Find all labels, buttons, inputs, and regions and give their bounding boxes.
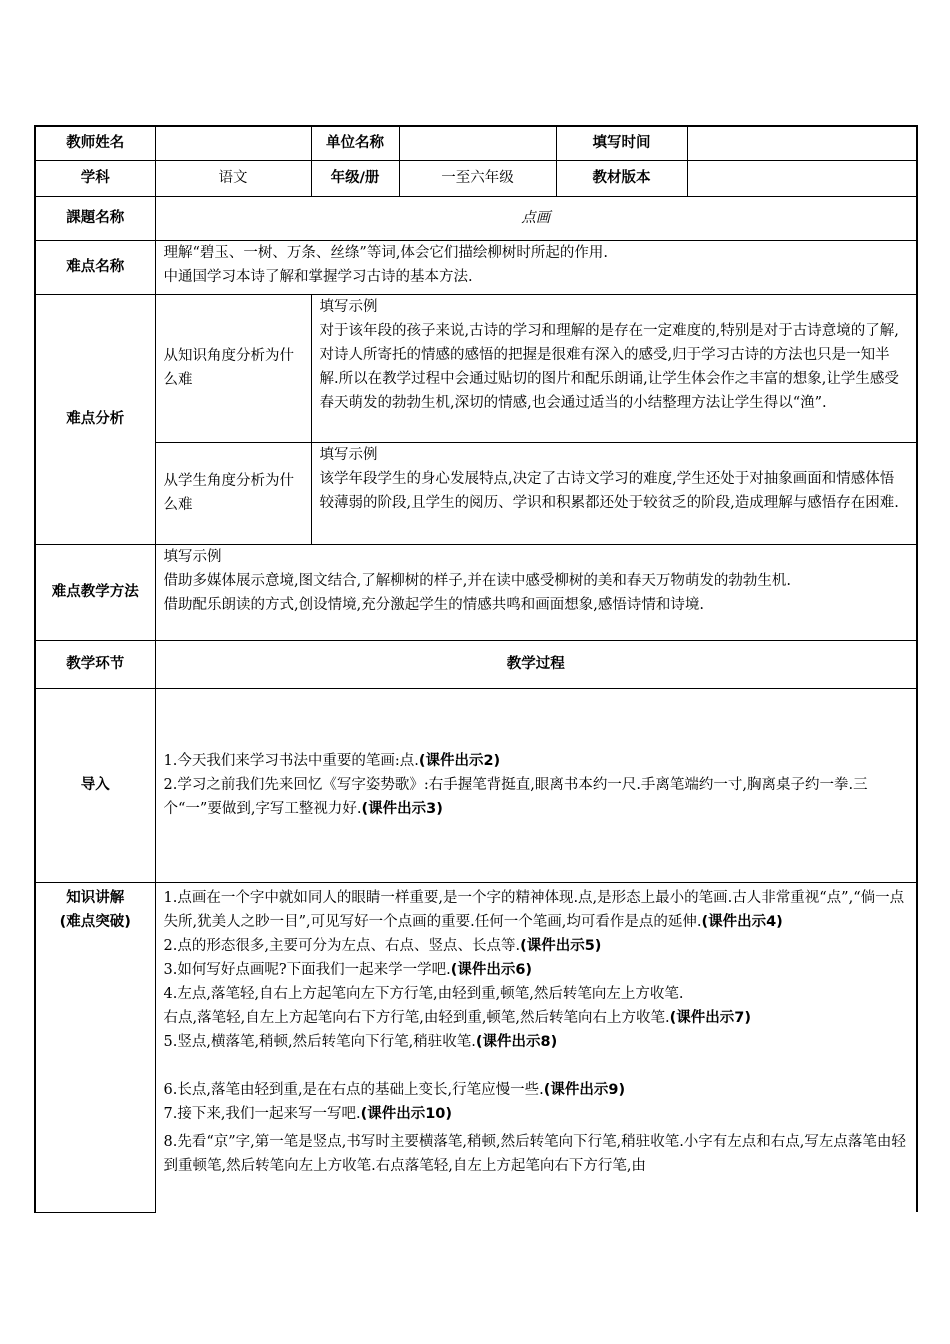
process-header-row xyxy=(35,640,917,688)
knowledge-item: 6.长点,落笔由轻到重,是在右点的基础上变长,行笔应慢一些.(课件出示9) xyxy=(163,1081,626,1098)
knowledge-row xyxy=(35,882,917,1212)
header-row-2 xyxy=(35,160,917,196)
intro-item: 2.学习之前我们先来回忆《写字姿势歌》:右手握笔背挺直,眼离书本约一尺.手离笔端约一寸,胸离桌子约一拳.三个“一”要做到,字写工整视力好.(课件出示3) xyxy=(163,777,868,817)
method-content xyxy=(155,544,917,640)
stage-header: 教学环节 xyxy=(35,640,155,688)
sample-caption: 填写示例 xyxy=(319,298,378,315)
difficulty-analysis-label: 难点分析 xyxy=(35,294,155,544)
knowledge-angle-text: 对于该年段的孩子来说,古诗的学习和理解的是存在一定难度的,特别是对于古诗意境的了解,对诗人所寄托的情感的感悟的把握是很难有深入的感受,归于学习古诗的方法也只是一知半解.所以在教学过程中会通过贴切的图片和配乐朗诵,让学生体会作之丰富的想象,让学生感受春天萌发的勃勃生机,深切的情感,也会通过适当的小结整理方法让学生得以“渔”. xyxy=(319,322,899,411)
blank-line xyxy=(164,1054,909,1078)
knowledge-content xyxy=(155,882,917,1212)
difficulty-name-row xyxy=(35,240,917,294)
knowledge-label xyxy=(35,882,155,1212)
method-line: 借助多媒体展示意境,图文结合,了解柳树的样子,并在读中感受柳树的美和春天万物萌发的勃勃生机. xyxy=(163,572,791,589)
knowledge-label-line1: 知识讲解 xyxy=(66,889,125,906)
knowledge-item: 2.点的形态很多,主要可分为左点、右点、竖点、长点等.(课件出示5) xyxy=(163,937,602,954)
analysis-student-row xyxy=(35,442,917,544)
textbook-value xyxy=(687,160,917,196)
knowledge-angle-label: 从知识角度分析为什么难 xyxy=(155,294,311,442)
difficulty-name-content xyxy=(155,240,917,294)
knowledge-item: 8.先看“京”字,第一笔是竖点,书写时主要横落笔,稍顿,然后转笔向下行笔,稍驻收笔.小字有左点和右点,写左点落笔由轻到重顿笔,然后转笔向左上方收笔.右点落笔轻,自左上方起笔向右下方行笔,由 xyxy=(163,1133,906,1174)
topic-row xyxy=(35,196,917,240)
student-angle-text: 该学年段学生的身心发展特点,决定了古诗文学习的难度,学生还处于对抽象画面和情感体悟较薄弱的阶段,且学生的阅历、学识和积累都还处于较贫乏的阶段,造成理解与感悟存在困难. xyxy=(319,470,899,511)
knowledge-item: 1.点画在一个字中就如同人的眼睛一样重要,是一个字的精神体现.点,是形态上最小的笔画.古人非常重视“点”,“倘一点失所,犹美人之眇一目”,可见写好一个点画的重要.任何一个笔画,均可看作是点的延伸.(课件出示4) xyxy=(163,889,905,930)
teacher-name-value xyxy=(155,126,311,160)
subject-value: 语文 xyxy=(155,160,311,196)
intro-row xyxy=(35,688,917,882)
lesson-plan-table xyxy=(34,125,918,1213)
method-label: 难点教学方法 xyxy=(35,544,155,640)
difficulty-name-line: 中通国学习本诗了解和掌握学习古诗的基本方法. xyxy=(163,268,473,285)
method-line: 借助配乐朗读的方式,创设情境,充分激起学生的情感共鸣和画面想象,感悟诗情和诗境. xyxy=(163,596,704,613)
textbook-label: 教材版本 xyxy=(556,160,687,196)
topic-label: 課題名称 xyxy=(35,196,155,240)
student-angle-content xyxy=(311,442,917,544)
sample-caption: 填写示例 xyxy=(163,548,222,565)
grade-label: 年级/册 xyxy=(311,160,399,196)
teacher-name-label: 教师姓名 xyxy=(35,126,155,160)
difficulty-name-label: 难点名称 xyxy=(35,240,155,294)
subject-label: 学科 xyxy=(35,160,155,196)
topic-value: 点画 xyxy=(155,196,917,240)
knowledge-angle-content xyxy=(311,294,917,442)
intro-item: 1.今天我们来学习书法中重要的笔画:点.(课件出示2) xyxy=(163,753,501,769)
knowledge-item: 7.接下来,我们一起来写一写吧.(课件出示10) xyxy=(163,1105,452,1122)
fill-time-value xyxy=(687,126,917,160)
knowledge-item: 4.左点,落笔轻,自右上方起笔向左下方行笔,由轻到重,顿笔,然后转笔向左上方收笔. xyxy=(163,985,684,1002)
sample-caption: 填写示例 xyxy=(319,446,378,463)
knowledge-label-line2: (难点突破) xyxy=(59,913,131,930)
difficulty-name-line: 理解“碧玉、一树、万条、丝绦”等词,体会它们描绘柳树时所起的作用. xyxy=(163,244,609,261)
intro-content xyxy=(155,688,917,882)
process-header: 教学过程 xyxy=(155,640,917,688)
knowledge-item: 右点,落笔轻,自左上方起笔向右下方行笔,由轻到重,顿笔,然后转笔向右上方收笔.(课件出示7) xyxy=(163,1009,751,1026)
header-row-1 xyxy=(35,126,917,160)
fill-time-label: 填写时间 xyxy=(556,126,687,160)
unit-name-value xyxy=(399,126,556,160)
method-row xyxy=(35,544,917,640)
student-angle-label: 从学生角度分析为什么难 xyxy=(155,442,311,544)
knowledge-item: 3.如何写好点画呢?下面我们一起来学一学吧.(课件出示6) xyxy=(163,961,533,978)
intro-label: 导入 xyxy=(35,688,155,882)
unit-name-label: 单位名称 xyxy=(311,126,399,160)
grade-value: 一至六年级 xyxy=(399,160,556,196)
analysis-knowledge-row xyxy=(35,294,917,442)
knowledge-item: 5.竖点,横落笔,稍顿,然后转笔向下行笔,稍驻收笔.(课件出示8) xyxy=(163,1033,558,1050)
